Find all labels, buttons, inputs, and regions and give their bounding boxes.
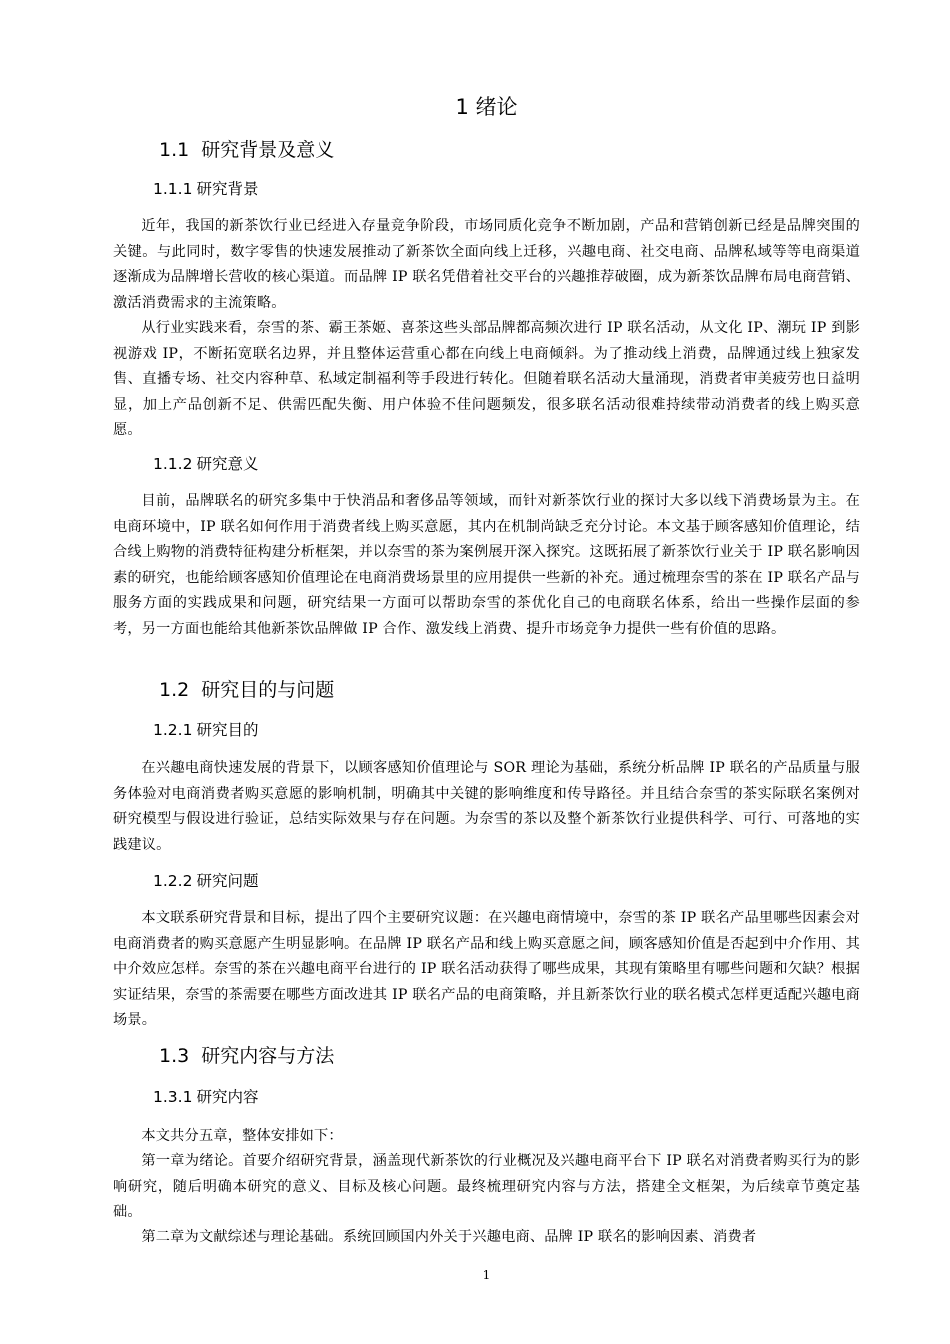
subsection-number: 1.2.2 (153, 872, 193, 890)
section-number: 1.2 (159, 679, 190, 701)
subsection-heading-1-2-2 (153, 870, 258, 892)
section-heading-1-2 (159, 677, 334, 703)
subsection-number: 1.1.1 (153, 180, 193, 198)
subsection-title: 研究内容 (196, 1088, 259, 1106)
paragraph-chapter-one: 第一章为绪论。首要介绍研究背景，涵盖现代新茶饮的行业概况及兴趣电商平台下 IP 联名对消费者购买行为的影响研究，随后明确本研究的意义、目标及核心问题。最终梳理研究内容与方法，搭建全文框架，为后续章节奠定基础。 (113, 1153, 860, 1221)
subsection-heading-1-1-2 (153, 453, 258, 475)
paragraph-content-intro: 本文共分五章，整体安排如下： (141, 1128, 343, 1144)
subsection-title: 研究意义 (196, 455, 259, 473)
paragraph-objectives: 在兴趣电商快速发展的背景下，以顾客感知价值理论与 SOR 理论为基础，系统分析品牌 IP 联名的产品质量与服务体验对电商消费者购买意愿的影响机制，明确其中关键的影响维度和传导路径。并且结合奈雪的茶实际联名案例对研究模型与假设进行验证，总结实际效果与存在问题。为奈雪的茶以及整个新茶饮行业提供科学、可行、可落地的实践建议。 (113, 760, 860, 853)
section-title: 研究目的与问题 (201, 679, 335, 701)
subsection-number: 1.2.1 (153, 721, 193, 739)
section-heading-1-1 (159, 137, 334, 163)
paragraph-background-2: 从行业实践来看，奈雪的茶、霸王茶姬、喜茶这些头部品牌都高频次进行 IP 联名活动，从文化 IP、潮玩 IP 到影视游戏 IP，不断拓宽联名边界，并且整体运营重心都在向线上电商倾斜。为了推动线上消费，品牌通过线上独家发售、直播专场、社交内容种草、私域定制福利等手段进行转化。但随着联名活动大量涌现，消费者审美疲劳也日益明显，加上产品创新不足、供需匹配失衡、用户体验不佳问题频发，很多联名活动很难持续带动消费者的线上购买意愿。 (113, 320, 860, 439)
paragraph-chapter-two: 第二章为文献综述与理论基础。系统回顾国内外关于兴趣电商、品牌 IP 联名的影响因素、消费者 (141, 1229, 757, 1245)
page-number: 1 (482, 1268, 491, 1282)
paragraph-significance: 目前，品牌联名的研究多集中于快消品和奢侈品等领域，而针对新茶饮行业的探讨大多以线下消费场景为主。在电商环境中，IP 联名如何作用于消费者线上购买意愿，其内在机制尚缺乏充分讨论。本文基于顾客感知价值理论，结合线上购物的消费特征构建分析框架，并以奈雪的茶为案例展开深入探究。这既拓展了新茶饮行业关于 IP 联名影响因素的研究，也能给顾客感知价值理论在电商消费场景里的应用提供一些新的补充。通过梳理奈雪的茶在 IP 联名产品与服务方面的实践成果和问题，研究结果一方面可以帮助奈雪的茶优化自己的电商联名体系，给出一些操作层面的参考，另一方面也能给其他新茶饮品牌做 IP 合作、激发线上消费、提升市场竞争力提供一些有价值的思路。 (113, 493, 860, 637)
chapter-title: 1 绪论 (455, 95, 518, 119)
subsection-heading-1-3-1 (153, 1086, 258, 1108)
subsection-title: 研究目的 (196, 721, 259, 739)
paragraph-questions: 本文联系研究背景和目标，提出了四个主要研究议题：在兴趣电商情境中，奈雪的茶 IP 联名产品里哪些因素会对电商消费者的购买意愿产生明显影响。在品牌 IP 联名产品和线上购买意愿之间，顾客感知价值是否起到中介作用、其中介效应怎样。奈雪的茶在兴趣电商平台进行的 IP 联名活动获得了哪些成果，其现有策略里有哪些问题和欠缺？根据实证结果，奈雪的茶需要在哪些方面改进其 IP 联名产品的电商策略，并且新茶饮行业的联名模式怎样更适配兴趣电商场景。 (113, 910, 860, 1029)
section-title: 研究背景及意义 (201, 139, 335, 161)
section-number: 1.1 (159, 139, 190, 161)
subsection-number: 1.1.2 (153, 455, 193, 473)
subsection-heading-1-1-1 (153, 178, 258, 200)
subsection-number: 1.3.1 (153, 1088, 193, 1106)
section-title: 研究内容与方法 (201, 1045, 335, 1067)
section-heading-1-3 (159, 1043, 334, 1069)
subsection-heading-1-2-1 (153, 719, 258, 741)
subsection-title: 研究问题 (196, 872, 259, 890)
subsection-title: 研究背景 (196, 180, 259, 198)
paragraph-background-1: 近年，我国的新茶饮行业已经进入存量竞争阶段，市场同质化竞争不断加剧，产品和营销创新已经是品牌突围的关键。与此同时，数字零售的快速发展推动了新茶饮全面向线上迁移，兴趣电商、社交电商、品牌私域等等电商渠道逐渐成为品牌增长营收的核心渠道。而品牌 IP 联名凭借着社交平台的兴趣推荐破圈，成为新茶饮品牌布局电商营销、激活消费需求的主流策略。 (113, 218, 860, 311)
section-number: 1.3 (159, 1045, 190, 1067)
